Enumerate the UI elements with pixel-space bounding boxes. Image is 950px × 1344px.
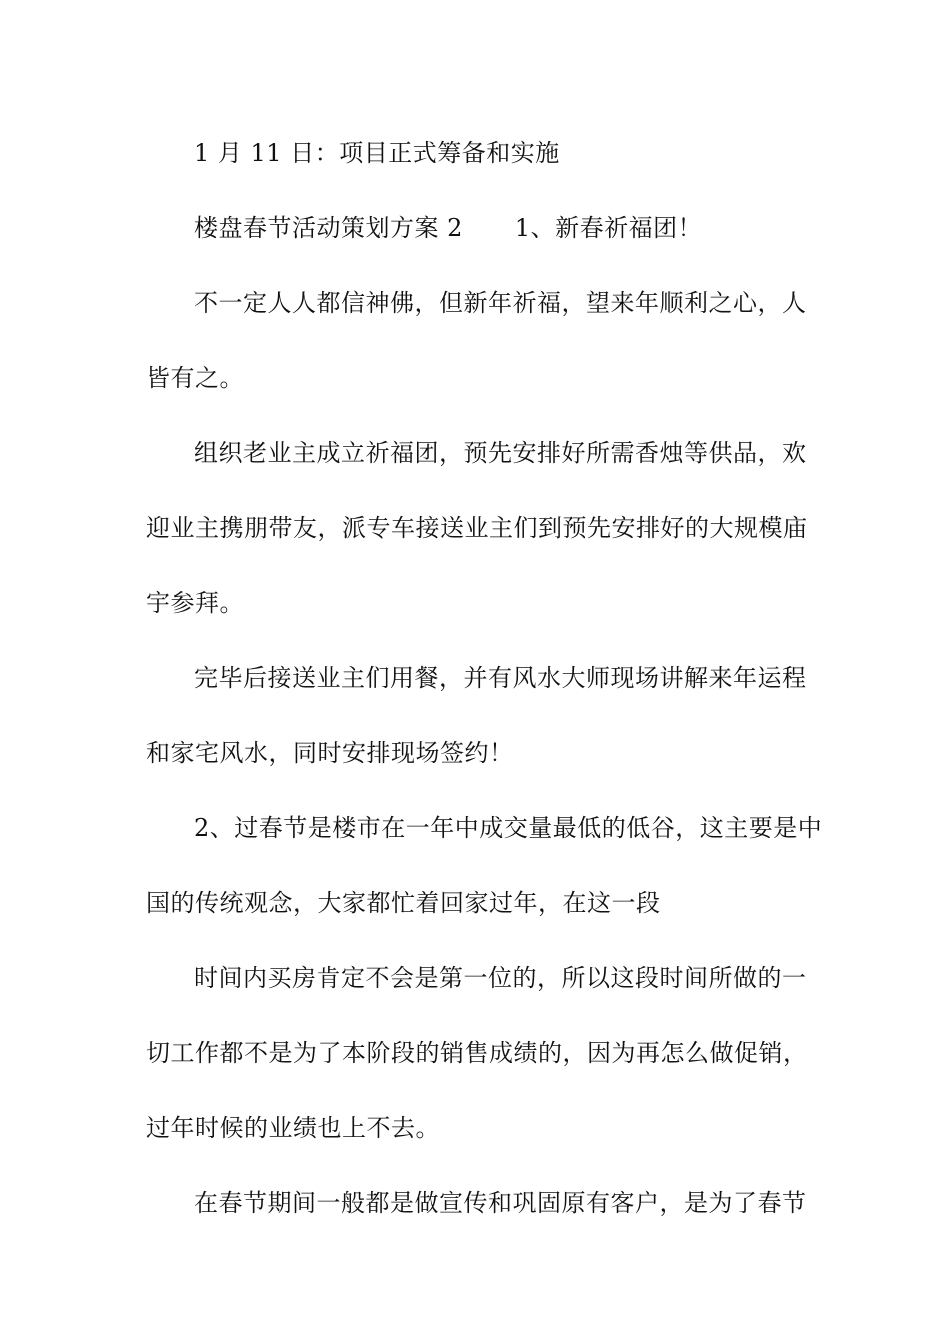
text-line-3: 不一定人人都信神佛，但新年祈福，望来年顺利之心，人 (194, 289, 807, 317)
text-line-15: 在春节期间一般都是做宣传和巩固原有客户，是为了春节 (194, 1189, 807, 1217)
text-line-14: 过年时候的业绩也上不去。 (146, 1114, 440, 1142)
text-line-12: 时间内买房肯定不会是第一位的，所以这段时间所做的一 (194, 964, 807, 992)
subsection-heading: 1、新春祈福团！ (514, 214, 703, 242)
text-line-7: 宇参拜。 (146, 589, 244, 617)
text-line-8: 完毕后接送业主们用餐，并有风水大师现场讲解来年运程 (194, 664, 807, 692)
text-line-11: 国的传统观念，大家都忙着回家过年，在这一段 (146, 889, 661, 917)
text-line-13: 切工作都不是为了本阶段的销售成绩的，因为再怎么做促销， (146, 1039, 808, 1067)
text-line-9: 和家宅风水，同时安排现场签约！ (146, 739, 514, 767)
section-title: 楼盘春节活动策划方案 2 (194, 214, 463, 242)
text-line-1: 1 月 11 日：项目正式筹备和实施 (194, 139, 560, 167)
text-line-6: 迎业主携朋带友，派专车接送业主们到预先安排好的大规模庙 (146, 514, 808, 542)
text-line-5: 组织老业主成立祈福团，预先安排好所需香烛等供品，欢 (194, 439, 807, 467)
text-line-10: 2、过春节是楼市在一年中成交量最低的低谷，这主要是中 (194, 814, 823, 842)
text-line-2 (194, 213, 702, 243)
text-line-4: 皆有之。 (146, 364, 244, 392)
